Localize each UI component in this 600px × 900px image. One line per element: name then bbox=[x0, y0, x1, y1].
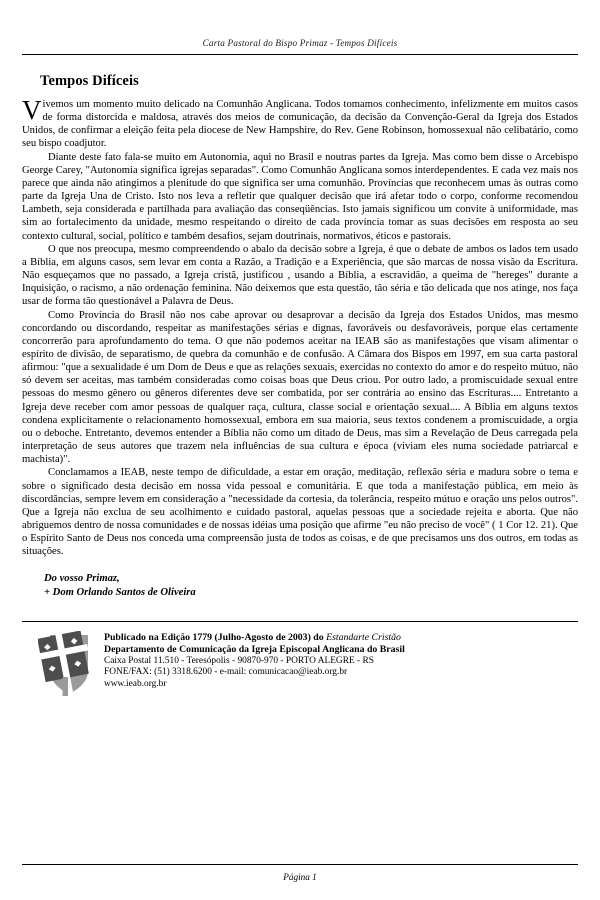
paragraph-4: Como Província do Brasil não nos cabe aprovar ou desaprovar a decisão da Igreja dos Estados Unidos, mas mesmo concordando ou discordando, respeitar as manifestações sérias e dignas, favoráveis ou desfavoráveis, porque elas certamente concorrerão para aprofundamento do tema. O que não podemos aceitar na IEAB são as manifestações que visam alimentar o espírito de divisão, de separatismo, de quebra da comunhão e de confusão. A Câmara dos Bispos em 1997, em sua carta pastoral afirmou: "que a sexualidade é um Dom de Deus e que as relações sexuais, exercidas no contexto do amor e do respeito mútuo, não só devem ser aceitas, mas também consideradas como coisas boas que Deus criou. Por outro lado, a promiscuidade sexual entre pessoas do mesmo gênero ou gêneros diferentes deve ser combatida, por ser contrária ao ensino das Escrituras.... Entretanto a Igreja deve receber com amor pessoas de qualquer raça, cultura, classe social e orientação sexual.... A Bíblia em alguns textos condena explicitamente o relacionamento homossexual, embora em sua maioria, seus textos condenem a promiscuidade, a orgia ou o deboche. Entretanto, devemos entender a Bíblia não como um ditado de Deus, mas sim a Revelação de Deus carregada pela interpretação de seus autores que trazem nela influências de sua cultura e época (viviam eles numa sociedade patriarcal e machista)". bbox=[22, 309, 578, 466]
header-divider-rule bbox=[22, 54, 578, 55]
colophon-publication-name: Estandarte Cristão bbox=[326, 632, 401, 644]
colophon-text bbox=[104, 631, 405, 690]
paragraph-3: O que nos preocupa, mesmo compreendendo o abalo da decisão sobre a Igreja, é que o debate de ambos os lados tem usado a Bíblia, em alguns casos, sem levar em conta a Razão, a Tradição e a Experiência, que são marcas de nossa visão da Escritura. Não esqueçamos que no passado, a Igreja cristã, justificou , usando a Bíblia, a escravidão, a queima de "hereges" durante a Inquisição, o racismo, a não ordenação feminina. Não deixemos que esta questão, tão séria e tão delicada que nos atinge, nos faça usar de forma tão questionável a Palavra de Deus. bbox=[22, 243, 578, 308]
paragraph-2: Diante deste fato fala-se muito em Autonomia, aqui no Brasil e noutras partes da Igreja. Mas como bem disse o Arcebispo George Carey, "Autonomia significa igrejas separadas". Como Comunhão Anglicana somos interdependentes. E cada vez mais nos parece que ainda não atingimos a plenitude do que significa ser uma comunhão. Províncias que reconhecem umas às outras como parte da Igreja Una de Cristo. Isto nos leva a refletir que qualquer decisão que irá afetar todo o corpo, conforme recomendou Lambeth, seja considerada e partilhada para avaliação das conseqüências. Isto jamais significou um convite à uniformidade, mas sim ao fortalecimento da unidade, mesmo respeitando o direito de cada província tomar as suas decisões em resposta ao seu contexto cultural, social, político e também desafios, sejam doutrinais, normativos, éticos e pastorais. bbox=[22, 151, 578, 242]
running-head: Carta Pastoral do Bispo Primaz - Tempos Difíceis bbox=[202, 38, 398, 48]
article-body bbox=[22, 95, 578, 558]
drop-cap: V bbox=[22, 95, 42, 125]
colophon-line-website: www.ieab.org.br bbox=[104, 678, 167, 689]
signature-line-primaz: Do vosso Primaz, bbox=[44, 573, 120, 585]
colophon-line-edition bbox=[104, 632, 405, 644]
colophon-line-contact: FONE/FAX: (51) 3318.6200 - e-mail: comunicacao@ieab.org.br bbox=[104, 667, 348, 678]
paragraph-1 bbox=[22, 95, 578, 151]
signature-block bbox=[44, 572, 578, 599]
ieab-cross-shield-logo bbox=[38, 631, 92, 697]
colophon-edition-label: Publicado na Edição 1779 (Julho-Agosto de 2003) do bbox=[104, 632, 327, 644]
logo-svg bbox=[38, 631, 92, 697]
page-footer bbox=[22, 864, 578, 882]
colophon-block bbox=[22, 621, 578, 697]
paragraph-text: ivemos um momento muito delicado na Comunhão Anglicana. Todos tomamos conhecimento, infelizmente em muitos casos de forma distorcida e maldosa, através dos meios de comunicação, da decisão da Convenção-Geral da Igreja dos Estados Unidos, de confirmar a eleição feita pela diocese de New Hampshire, do Rev. Gene Robinson, homossexual não celibatário, como seu bispo coadjutor. bbox=[22, 99, 578, 150]
page-number: Página 1 bbox=[283, 872, 317, 882]
signature-line-name: + Dom Orlando Santos de Oliveira bbox=[44, 586, 196, 598]
colophon-line-address: Caixa Postal 11.510 - Teresópolis - 90870-970 - PORTO ALEGRE - RS bbox=[104, 655, 374, 666]
colophon-line-department: Departamento de Comunicação da Igreja Episcopal Anglicana do Brasil bbox=[104, 644, 405, 656]
page-title: Tempos Difíceis bbox=[40, 73, 139, 89]
paragraph-5: Conclamamos a IEAB, neste tempo de dificuldade, a estar em oração, meditação, reflexão séria e madura sobre o tema e sobre o significado desta decisão em nossa vida pessoal e comunitária. E que toda a manifestação pública, em meio às discordâncias, sempre levem em consideração a "necessidade da cortesia, da tolerância, respeito mútuo e oração uns pelos outros". Que a Igreja não exclua de seu acolhimento e cuidado pastoral, aquelas pessoas que a sociedade rejeita e aborta. Que não abriguemos dentro de nossa comunidades e de nossas idéias uma posição que afirme "eu não preciso de você" ( 1 Cor 12. 21). Que o Espírito Santo de Deus nos conceda uma compreensão justa de todos as coisas, e de que precisamos uns dos outros, em todas as situações. bbox=[22, 467, 578, 558]
